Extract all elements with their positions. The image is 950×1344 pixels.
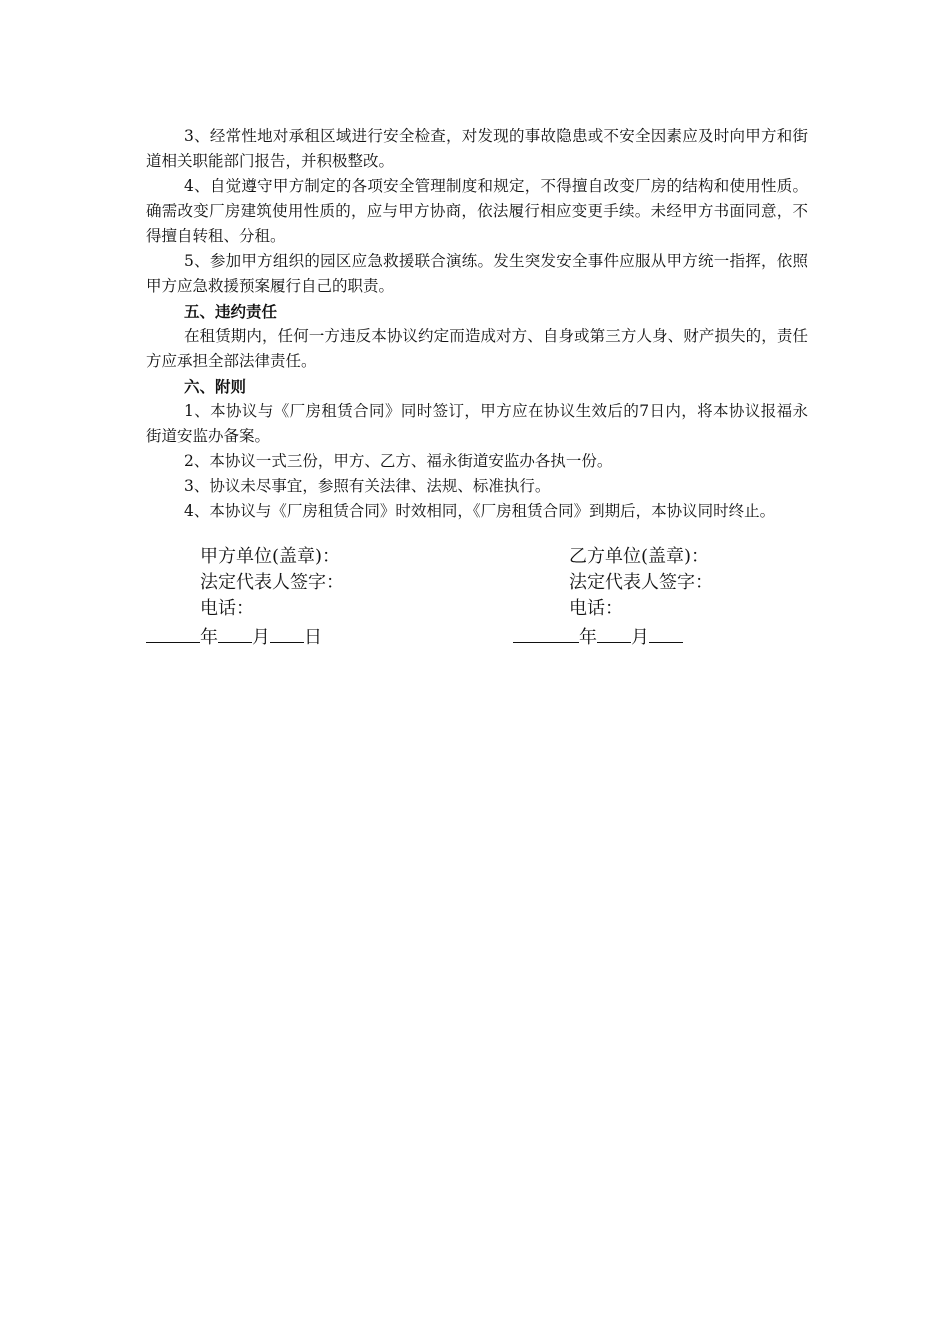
- party-a-date-line: [146, 622, 322, 651]
- year-label: 年: [579, 627, 597, 648]
- month-label: 月: [631, 627, 649, 648]
- day-blank: [270, 622, 304, 643]
- party-b-rep-label: 法定代表人签字：: [569, 572, 713, 593]
- clause-4: 4、自觉遵守甲方制定的各项安全管理制度和规定，不得擅自改变厂房的结构和使用性质。确需改变厂房建筑使用性质的，应与甲方协商，依法履行相应变更手续。未经甲方书面同意，不得擅自转租、分租。: [146, 177, 808, 245]
- clause-5: 5、参加甲方组织的园区应急救援联合演练。发生突发安全事件应服从甲方统一指挥，依照甲方应急救援预案履行自己的职责。: [146, 252, 808, 295]
- supplementary-clause-4: 4、本协议与《厂房租赁合同》时效相同，《厂房租赁合同》到期后，本协议同时终止。: [184, 502, 776, 520]
- supplementary-clause-3: 3、协议未尽事宜，参照有关法律、法规、标准执行。: [184, 477, 551, 495]
- party-a-phone-label: 电话：: [200, 598, 254, 619]
- day-blank: [649, 622, 683, 643]
- year-label: 年: [200, 627, 218, 648]
- year-blank: [513, 622, 579, 643]
- month-blank: [597, 622, 631, 643]
- liability-clause: 在租赁期内，任何一方违反本协议约定而造成对方、自身或第三方人身、财产损失的，责任方应承担全部法律责任。: [146, 327, 808, 370]
- year-blank: [146, 622, 200, 643]
- day-label: 日: [304, 627, 322, 648]
- party-b-unit-label: 乙方单位(盖章)：: [569, 546, 710, 567]
- party-a-signature-block: [200, 544, 344, 622]
- party-b-signature-block: [569, 544, 713, 622]
- section-heading-liability: 五、违约责任: [184, 302, 278, 321]
- party-a-rep-label: 法定代表人签字：: [200, 572, 344, 593]
- supplementary-clause-2: 2、本协议一式三份，甲方、乙方、福永街道安监办各执一份。: [184, 452, 613, 470]
- party-b-date-line: [513, 622, 683, 651]
- party-a-unit-label: 甲方单位(盖章)：: [200, 546, 341, 567]
- month-blank: [218, 622, 252, 643]
- agreement-body: [146, 124, 808, 524]
- party-b-phone-label: 电话：: [569, 598, 623, 619]
- month-label: 月: [252, 627, 270, 648]
- section-heading-supplementary: 六、附则: [184, 377, 247, 396]
- clause-3: 3、经常性地对承租区域进行安全检查，对发现的事故隐患或不安全因素应及时向甲方和街道相关职能部门报告，并积极整改。: [146, 127, 808, 170]
- supplementary-clause-1: 1、本协议与《厂房租赁合同》同时签订，甲方应在协议生效后的7日内，将本协议报福永街道安监办备案。: [146, 402, 808, 445]
